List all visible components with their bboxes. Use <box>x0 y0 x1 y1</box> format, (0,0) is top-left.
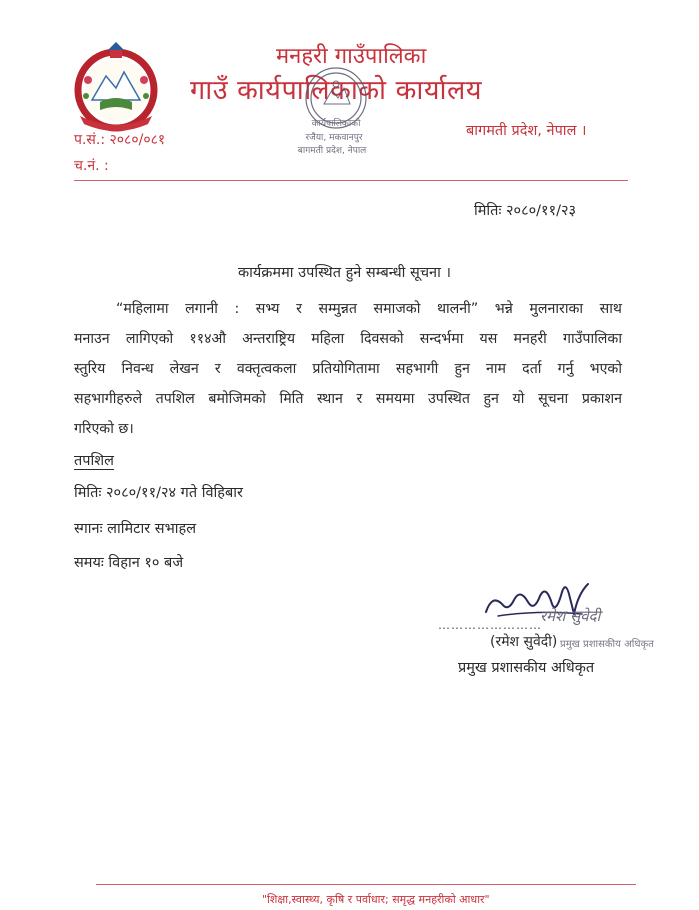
paragraph-line: “महिलामा लगानी : सभ्य र सम्मुन्नत समाजको थालनी” भन्ने मुलनाराका साथ <box>116 301 622 317</box>
signature-dotted-line: …………………… <box>438 618 542 632</box>
header-line-1: मनहरी गाउँपालिका <box>276 44 427 69</box>
schedule-date: मितिः २०८०/११/२४ गते विहिबार <box>74 485 243 501</box>
paragraph-line: गरिएको छ। <box>74 421 134 437</box>
chalani-number: च.नं. : <box>74 158 109 174</box>
stamped-title: प्रमुख प्रशासकीय अधिकृत <box>560 639 654 650</box>
schedule-place: स्गानः लामिटार सभाहल <box>74 521 197 537</box>
schedule-heading: तपशिल <box>74 453 114 469</box>
notice-date: मितिः २०८०/११/२३ <box>474 203 577 219</box>
footer-slogan: "शिक्षा,स्वास्थ्य, कृषि र पर्वाधार; समृद्ध मनहरीको आधार" <box>262 893 490 906</box>
notice-paragraph <box>74 294 622 444</box>
footer-divider <box>96 884 636 885</box>
province-address: बागमती प्रदेश, नेपाल । <box>466 123 587 139</box>
header-line-2: गाउँ कार्यपालिकाको कार्यालय <box>190 75 482 106</box>
stamp-text-3: बागमती प्रदेश, नेपाल <box>297 146 367 156</box>
header-divider <box>74 180 628 181</box>
paragraph-line: सहभागीहरुले तपशिल बमोजिमको मिति स्थान र समयमा उपस्थित हुन यो सूचना प्रकाशन <box>74 391 622 407</box>
paragraph-line: स्तुरिय निवन्ध लेखन र वक्तृत्वकला प्रतियोगितामा सहभागी हुन नाम दर्ता गर्नु भएको <box>74 361 622 377</box>
stamped-name: रमेश सुवेदी <box>540 607 601 625</box>
stamp-emblem-icon <box>324 81 350 104</box>
stamp-text-2: रजैया, मकवानपुर <box>305 133 363 143</box>
signatory-name: (रमेश सुवेदी) <box>490 634 558 650</box>
office-stamp <box>272 48 398 158</box>
stamp-text-1: कार्यपालिकाको <box>311 119 361 129</box>
reference-number: प.सं.: २०८०/०८१ <box>74 132 166 148</box>
schedule-time: समयः विहान १० बजे <box>74 555 184 571</box>
signatory-title: प्रमुख प्रशासकीय अधिकृत <box>458 660 595 676</box>
nepal-emblem-icon <box>66 40 166 132</box>
paragraph-line: मनाउन लागिएको ११४औ अन्तराष्ट्रिय महिला दिवसको सन्दर्भमा यस मनहरी गाउँपालिका <box>74 331 622 347</box>
notice-subject: कार्यक्रममा उपस्थित हुने सम्बन्धी सूचना । <box>238 265 451 281</box>
